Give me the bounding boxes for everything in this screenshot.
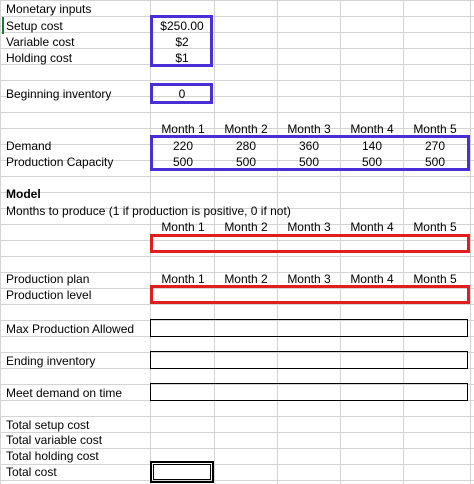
production-level-range[interactable] <box>150 285 470 304</box>
beginning-inventory-label: Beginning inventory <box>6 87 112 101</box>
capacity-value-2[interactable]: 500 <box>235 155 257 169</box>
meet-demand-range[interactable] <box>150 383 468 401</box>
months-to-produce-label: Months to produce (1 if production is positive, 0 if not) <box>6 204 291 218</box>
capacity-value-5[interactable]: 500 <box>424 155 446 169</box>
plan-month-header-1: Month 1 <box>161 272 205 286</box>
setup-cost-label: Setup cost <box>6 19 63 33</box>
production-level-label: Production level <box>6 288 92 302</box>
total-cost-cell-inner <box>153 464 211 480</box>
month-header-2: Month 2 <box>224 122 268 136</box>
holding-cost-label: Holding cost <box>6 51 73 65</box>
meet-demand-label: Meet demand on time <box>6 386 123 400</box>
demand-value-4[interactable]: 140 <box>361 139 383 153</box>
setup-cost-value[interactable]: $250.00 <box>160 19 204 33</box>
demand-value-2[interactable]: 280 <box>235 139 257 153</box>
demand-value-5[interactable]: 270 <box>424 139 446 153</box>
production-capacity-label: Production Capacity <box>6 155 114 169</box>
monetary-inputs-heading: Monetary inputs <box>6 2 92 16</box>
active-cell-indicator <box>2 17 4 34</box>
demand-label: Demand <box>6 139 52 153</box>
total-setup-cost-label: Total setup cost <box>6 418 90 432</box>
max-production-label: Max Production Allowed <box>6 322 135 336</box>
ending-inventory-range[interactable] <box>150 351 468 369</box>
plan-month-header-2: Month 2 <box>224 272 268 286</box>
holding-cost-value[interactable]: $1 <box>175 51 189 65</box>
capacity-value-4[interactable]: 500 <box>361 155 383 169</box>
plan-month-header-3: Month 3 <box>287 272 331 286</box>
month-header-1: Month 1 <box>161 122 205 136</box>
ending-inventory-label: Ending inventory <box>6 354 96 368</box>
month-header-3: Month 3 <box>287 122 331 136</box>
model-month-header-3: Month 3 <box>287 220 331 234</box>
model-month-header-4: Month 4 <box>350 220 394 234</box>
months-to-produce-range[interactable] <box>150 234 470 253</box>
model-month-header-1: Month 1 <box>161 220 205 234</box>
variable-cost-label: Variable cost <box>6 35 75 49</box>
production-plan-label: Production plan <box>6 272 90 286</box>
max-production-range[interactable] <box>150 319 468 337</box>
capacity-value-1[interactable]: 500 <box>172 155 194 169</box>
month-header-5: Month 5 <box>413 122 457 136</box>
model-month-header-5: Month 5 <box>413 220 457 234</box>
total-holding-cost-label: Total holding cost <box>6 449 99 463</box>
variable-cost-value[interactable]: $2 <box>175 35 189 49</box>
total-cost-label: Total cost <box>6 465 57 479</box>
demand-value-1[interactable]: 220 <box>172 139 194 153</box>
plan-month-header-4: Month 4 <box>350 272 394 286</box>
month-header-4: Month 4 <box>350 122 394 136</box>
model-month-header-2: Month 2 <box>224 220 268 234</box>
plan-month-header-5: Month 5 <box>413 272 457 286</box>
demand-value-3[interactable]: 360 <box>298 139 320 153</box>
beginning-inventory-value[interactable]: 0 <box>178 87 186 101</box>
capacity-value-3[interactable]: 500 <box>298 155 320 169</box>
model-heading: Model <box>6 187 41 201</box>
total-variable-cost-label: Total variable cost <box>6 433 103 447</box>
